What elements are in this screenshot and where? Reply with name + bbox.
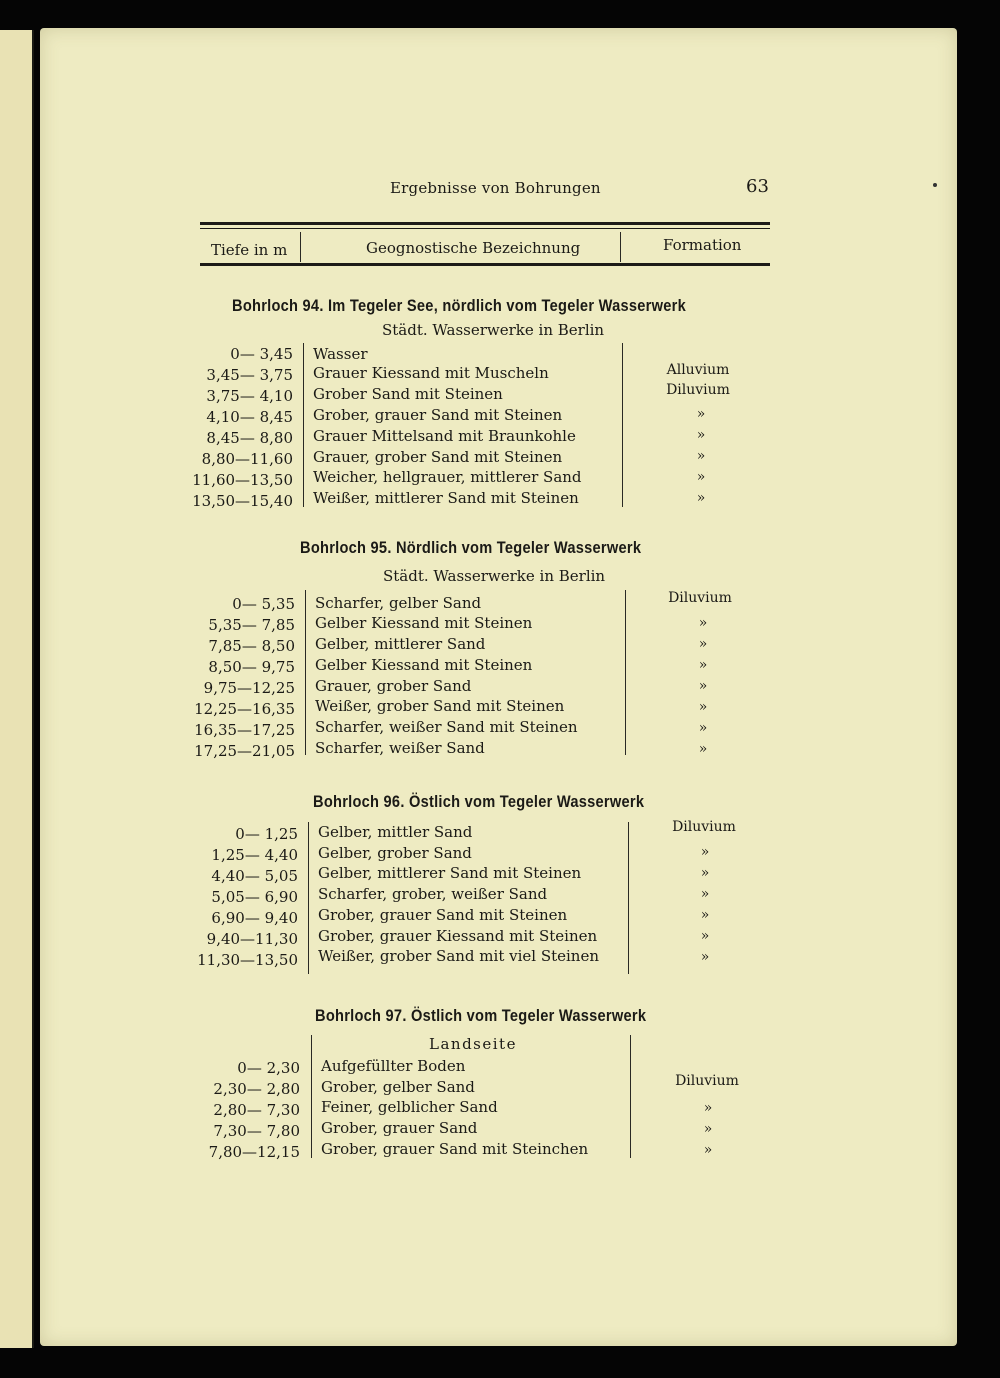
description-cell: Weicher, hellgrauer, mittlerer Sand: [313, 468, 582, 486]
depth-cell: 4,40— 5,05: [211, 867, 298, 885]
description-cell: Scharfer, gelber Sand: [315, 594, 482, 612]
formation-cell: »: [700, 928, 710, 944]
depth-cell: 7,80—12,15: [208, 1143, 300, 1161]
depth-cell: 0— 2,30: [237, 1059, 300, 1077]
depth-cell: 8,80—11,60: [201, 450, 293, 468]
description-cell: Gelber, grober Sand: [318, 844, 472, 862]
description-cell: Gelber, mittlerer Sand: [315, 635, 486, 653]
depth-cell: 2,30— 2,80: [213, 1080, 300, 1098]
column-divider: [303, 343, 304, 507]
description-cell: Grober, grauer Sand mit Steinchen: [321, 1140, 589, 1158]
formation-cell: »: [703, 1142, 713, 1158]
column-divider: [622, 343, 623, 507]
description-cell: Grober, grauer Kiessand mit Steinen: [318, 927, 598, 945]
description-cell: Grober, grauer Sand mit Steinen: [313, 406, 563, 424]
depth-cell: 2,80— 7,30: [213, 1101, 300, 1119]
depth-cell: 8,45— 8,80: [206, 429, 293, 447]
depth-cell: 6,90— 9,40: [211, 909, 298, 927]
description-cell: Weißer, grober Sand mit Steinen: [315, 697, 565, 715]
description-cell: Grauer Mittelsand mit Braunkohle: [313, 427, 576, 445]
formation-cell: Diluvium: [675, 1073, 739, 1089]
description-cell: Grauer, grober Sand: [315, 677, 472, 695]
depth-cell: 11,30—13,50: [197, 951, 298, 969]
depth-cell: 0— 3,45: [230, 345, 293, 363]
depth-cell: 5,05— 6,90: [211, 888, 298, 906]
formation-cell: »: [698, 699, 708, 715]
depth-cell: 0— 1,25: [235, 825, 298, 843]
description-cell: Grober, grauer Sand: [321, 1119, 478, 1137]
depth-cell: 0— 5,35: [232, 595, 295, 613]
header-divider-1: [300, 232, 301, 262]
formation-cell: »: [698, 741, 708, 757]
depth-cell: 3,45— 3,75: [206, 366, 293, 384]
depth-cell: 12,25—16,35: [194, 700, 295, 718]
column-divider: [628, 822, 629, 974]
previous-page-edge: [0, 30, 34, 1348]
formation-cell: »: [698, 720, 708, 736]
description-cell: Gelber, mittler Sand: [318, 823, 473, 841]
formation-cell: »: [696, 406, 706, 422]
formation-cell: »: [696, 427, 706, 443]
formation-cell: »: [700, 907, 710, 923]
section-heading: Bohrloch 95. Nördlich vom Tegeler Wasserwerk: [300, 538, 642, 557]
formation-cell: Diluvium: [666, 382, 730, 398]
description-cell: Grauer Kiessand mit Muscheln: [313, 364, 549, 382]
depth-cell: 11,60—13,50: [192, 471, 293, 489]
section-subtitle: Landseite: [429, 1035, 517, 1053]
column-divider: [630, 1035, 631, 1158]
description-cell: Gelber Kiessand mit Steinen: [315, 614, 533, 632]
description-cell: Gelber Kiessand mit Steinen: [315, 656, 533, 674]
description-cell: Wasser: [313, 345, 368, 363]
header-divider-2: [620, 232, 621, 262]
formation-cell: »: [700, 865, 710, 881]
section-subtitle: Städt. Wasserwerke in Berlin: [382, 321, 605, 339]
formation-cell: »: [703, 1100, 713, 1116]
description-cell: Grober, grauer Sand mit Steinen: [318, 906, 568, 924]
depth-cell: 5,35— 7,85: [208, 616, 295, 634]
section-heading: Bohrloch 94. Im Tegeler See, nördlich vom Tegeler Wasserwerk: [232, 296, 686, 315]
description-cell: Weißer, grober Sand mit viel Steinen: [318, 947, 600, 965]
formation-cell: »: [700, 949, 710, 965]
depth-cell: 3,75— 4,10: [206, 387, 293, 405]
description-cell: Grober Sand mit Steinen: [313, 385, 503, 403]
formation-cell: »: [700, 844, 710, 860]
header-formation: Formation: [663, 236, 742, 254]
header-description: Geognostische Bezeichnung: [366, 239, 581, 257]
formation-cell: Alluvium: [666, 362, 730, 378]
formation-cell: »: [698, 615, 708, 631]
column-divider: [308, 822, 309, 974]
formation-cell: Diluvium: [668, 590, 732, 606]
formation-cell: »: [698, 678, 708, 694]
section-heading: Bohrloch 97. Östlich vom Tegeler Wasserwerk: [315, 1006, 647, 1025]
formation-cell: »: [698, 636, 708, 652]
header-top-rule: [200, 222, 770, 225]
page-number: 63: [746, 176, 769, 197]
depth-cell: 4,10— 8,45: [206, 408, 293, 426]
depth-cell: 1,25— 4,40: [211, 846, 298, 864]
formation-cell: »: [696, 469, 706, 485]
formation-cell: »: [703, 1121, 713, 1137]
depth-cell: 7,85— 8,50: [208, 637, 295, 655]
section-heading: Bohrloch 96. Östlich vom Tegeler Wasserwerk: [313, 792, 645, 811]
description-cell: Scharfer, weißer Sand: [315, 739, 485, 757]
depth-cell: 8,50— 9,75: [208, 658, 295, 676]
formation-cell: »: [696, 448, 706, 464]
header-top-rule-thin: [200, 228, 770, 229]
depth-cell: 17,25—21,05: [194, 742, 295, 760]
depth-cell: 9,40—11,30: [206, 930, 298, 948]
depth-cell: 13,50—15,40: [192, 492, 293, 510]
description-cell: Grauer, grober Sand mit Steinen: [313, 448, 563, 466]
depth-cell: 16,35—17,25: [194, 721, 295, 739]
speck: [933, 183, 937, 187]
header-depth: Tiefe in m: [211, 241, 288, 259]
description-cell: Weißer, mittlerer Sand mit Steinen: [313, 489, 579, 507]
formation-cell: »: [696, 490, 706, 506]
header-bottom-rule: [200, 263, 770, 266]
running-head-title: Ergebnisse von Bohrungen: [390, 179, 601, 197]
description-cell: Gelber, mittlerer Sand mit Steinen: [318, 864, 582, 882]
depth-cell: 9,75—12,25: [203, 679, 295, 697]
column-divider: [311, 1035, 312, 1158]
section-subtitle: Städt. Wasserwerke in Berlin: [383, 567, 606, 585]
column-divider: [305, 590, 306, 755]
formation-cell: Diluvium: [672, 819, 736, 835]
formation-cell: »: [698, 657, 708, 673]
description-cell: Feiner, gelblicher Sand: [321, 1098, 498, 1116]
column-divider: [625, 590, 626, 755]
description-cell: Grober, gelber Sand: [321, 1078, 475, 1096]
description-cell: Scharfer, weißer Sand mit Steinen: [315, 718, 578, 736]
formation-cell: »: [700, 886, 710, 902]
depth-cell: 7,30— 7,80: [213, 1122, 300, 1140]
description-cell: Aufgefüllter Boden: [321, 1057, 466, 1075]
description-cell: Scharfer, grober, weißer Sand: [318, 885, 548, 903]
